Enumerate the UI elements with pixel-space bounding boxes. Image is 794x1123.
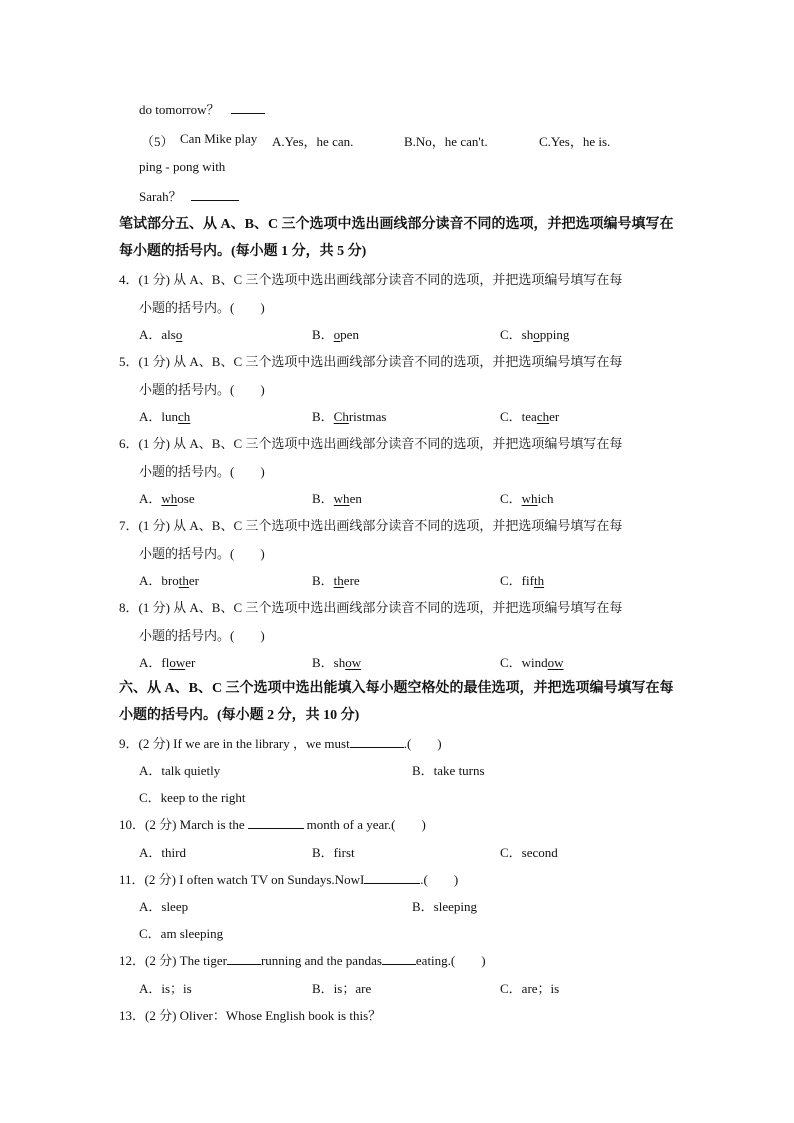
q5-option-b[interactable] xyxy=(312,406,386,425)
q12-stem-end: eating.( ) xyxy=(415,953,486,968)
q12-option-c[interactable]: C．are；is xyxy=(500,981,560,996)
q3-text: do tomorrow？ xyxy=(139,102,220,117)
q5-option-c[interactable] xyxy=(500,406,559,425)
q9-stem-end: .( ) xyxy=(403,736,442,751)
q10-option-c[interactable]: C．second xyxy=(500,845,558,860)
underlined-letters: th xyxy=(533,573,545,588)
q7-stem-line1: 7．(1 分) 从 A、B、C 三个选项中选出画线部分读音不同的选项，并把选项编号填写在每 xyxy=(119,518,623,533)
answer-blank[interactable] xyxy=(364,871,420,884)
option-text-part: A． xyxy=(139,655,162,670)
underlined-letters: Ch xyxy=(333,409,349,424)
option-text-part: er xyxy=(549,409,560,424)
q12-stem xyxy=(119,950,486,969)
q11-option-b[interactable]: B．sleeping xyxy=(412,899,477,914)
q3-item5-option-a[interactable]: A.Yes，he can. xyxy=(272,134,354,149)
option-text-part: er xyxy=(185,655,196,670)
q11-option-a[interactable]: A．sleep xyxy=(139,899,189,914)
q9-stem xyxy=(119,733,442,752)
q10-stem xyxy=(119,814,426,833)
q12-option-b[interactable]: B．is；are xyxy=(312,981,372,996)
underlined-letters: ch xyxy=(536,409,550,424)
q4-stem-line1: 4．(1 分) 从 A、B、C 三个选项中选出画线部分读音不同的选项，并把选项编号填写在每 xyxy=(119,272,623,287)
q3-line-do-tomorrow xyxy=(139,99,265,118)
q5-option-a[interactable] xyxy=(139,406,190,425)
option-text-part: B． xyxy=(312,491,334,506)
option-text-part: fif xyxy=(521,573,534,588)
underlined-letters: o xyxy=(533,327,540,342)
option-text-part: er xyxy=(188,573,199,588)
option-text-part: fl xyxy=(161,655,170,670)
option-text-part: bro xyxy=(161,573,179,588)
option-text-part: pen xyxy=(340,327,359,342)
q3-item5-option-b[interactable]: B.No，he can't. xyxy=(404,134,488,149)
q11-stem-end: .( ) xyxy=(420,872,459,887)
q5-stem-line2: 小题的括号内。( ) xyxy=(139,382,265,397)
q7-option-a[interactable] xyxy=(139,570,199,589)
answer-blank[interactable] xyxy=(191,188,239,201)
q12-stem-text: 12．(2 分) The tiger xyxy=(119,953,227,968)
underlined-letters: th xyxy=(333,573,344,588)
q8-option-c[interactable] xyxy=(500,652,564,671)
q3-item5-question: Can Mike play xyxy=(180,131,258,146)
q11-stem xyxy=(119,869,458,888)
underlined-letters: ch xyxy=(178,409,191,424)
q3-item5-option-c[interactable]: C.Yes，he is. xyxy=(539,134,611,149)
underlined-letters: o xyxy=(175,327,183,342)
answer-blank[interactable] xyxy=(231,101,265,114)
q8-option-b[interactable] xyxy=(312,652,361,671)
option-text-part: als xyxy=(161,327,176,342)
q9-stem-text: 9．(2 分) If we are in the library ，we must xyxy=(119,736,350,751)
option-text-part: A． xyxy=(139,409,162,424)
q9-option-c[interactable]: C．keep to the right xyxy=(139,790,246,805)
answer-blank[interactable] xyxy=(248,816,304,829)
q3-sarah-text: Sarah？ xyxy=(139,189,182,204)
q11-option-c[interactable]: C．am sleeping xyxy=(139,926,224,941)
option-text-part: B． xyxy=(312,327,334,342)
q3-item5-number: （5） xyxy=(141,134,174,149)
q12-stem-middle: running and the pandas xyxy=(260,953,382,968)
q12-option-a[interactable]: A．is；is xyxy=(139,981,192,996)
underlined-letters: wh xyxy=(161,491,178,506)
q10-stem-end: month of a year.( ) xyxy=(306,817,426,832)
q7-option-b[interactable] xyxy=(312,570,360,589)
underlined-letters: wh xyxy=(521,491,538,506)
underlined-letters: ow xyxy=(547,655,564,670)
section6-heading-line1: 六、从 A、B、C 三个选项中选出能填入每小题空格处的最佳选项，并把选项编号填写在每 xyxy=(119,681,674,696)
option-text-part: C． xyxy=(500,573,522,588)
option-text-part: wind xyxy=(521,655,548,670)
option-text-part: C． xyxy=(500,327,522,342)
q4-option-b[interactable] xyxy=(312,324,359,343)
underlined-letters: o xyxy=(333,327,341,342)
q3-line-ping-pong: ping - pong with xyxy=(139,159,226,174)
q8-option-a[interactable] xyxy=(139,652,195,671)
option-text-part: C． xyxy=(500,409,522,424)
section5-heading-line1: 笔试部分五、从 A、B、C 三个选项中选出画线部分读音不同的选项，并把选项编号填写在 xyxy=(119,217,674,232)
q9-option-a[interactable]: A．talk quietly xyxy=(139,763,221,778)
q4-option-a[interactable] xyxy=(139,324,182,343)
option-text-part: C． xyxy=(500,491,522,506)
option-text-part: B． xyxy=(312,655,334,670)
q9-option-b[interactable]: B．take turns xyxy=(412,763,485,778)
underlined-letters: ow xyxy=(345,655,362,670)
q10-option-a[interactable]: A．third xyxy=(139,845,186,860)
q7-option-c[interactable] xyxy=(500,570,544,589)
q8-stem-line1: 8．(1 分) 从 A、B、C 三个选项中选出画线部分读音不同的选项，并把选项编号填写在每 xyxy=(119,600,623,615)
q6-stem-line1: 6．(1 分) 从 A、B、C 三个选项中选出画线部分读音不同的选项，并把选项编号填写在每 xyxy=(119,436,623,451)
answer-blank[interactable] xyxy=(227,952,261,965)
q4-option-c[interactable] xyxy=(500,324,569,343)
option-text-part: ose xyxy=(177,491,195,506)
option-text-part: C． xyxy=(500,655,522,670)
q5-stem-line1: 5．(1 分) 从 A、B、C 三个选项中选出画线部分读音不同的选项，并把选项编号填写在每 xyxy=(119,354,623,369)
option-text-part: B． xyxy=(312,409,334,424)
option-text-part: ere xyxy=(343,573,360,588)
section6-heading-line2: 小题的括号内。(每小题 2 分，共 10 分) xyxy=(119,708,360,723)
option-text-part: sh xyxy=(333,655,346,670)
q6-option-b[interactable] xyxy=(312,488,362,507)
option-text-part: lun xyxy=(161,409,179,424)
q7-stem-line2: 小题的括号内。( ) xyxy=(139,546,265,561)
q6-option-a[interactable] xyxy=(139,488,195,507)
option-text-part: A． xyxy=(139,573,162,588)
underlined-letters: th xyxy=(178,573,189,588)
option-text-part: en xyxy=(349,491,362,506)
option-text-part: A． xyxy=(139,327,162,342)
option-text-part: ristmas xyxy=(348,409,387,424)
q4-stem-line2: 小题的括号内。( ) xyxy=(139,300,265,315)
q11-stem-text: 11．(2 分) I often watch TV on Sundays.NowI xyxy=(119,872,365,887)
q6-option-c[interactable] xyxy=(500,488,553,507)
q6-stem-line2: 小题的括号内。( ) xyxy=(139,464,265,479)
q10-option-b[interactable]: B．first xyxy=(312,845,355,860)
q8-stem-line2: 小题的括号内。( ) xyxy=(139,628,265,643)
option-text-part: B． xyxy=(312,573,334,588)
q3-line-sarah xyxy=(139,186,239,205)
section5-heading-line2: 每小题的括号内。(每小题 1 分，共 5 分) xyxy=(119,244,367,259)
underlined-letters: ow xyxy=(169,655,186,670)
q13-stem: 13．(2 分) Oliver：Whose English book is this？ xyxy=(119,1008,382,1023)
answer-blank[interactable] xyxy=(350,735,404,748)
option-text-part: sh xyxy=(521,327,534,342)
option-text-part: tea xyxy=(521,409,537,424)
option-text-part: ich xyxy=(537,491,554,506)
q10-stem-text: 10．(2 分) March is the xyxy=(119,817,245,832)
option-text-part: A． xyxy=(139,491,162,506)
underlined-letters: wh xyxy=(333,491,350,506)
option-text-part: pping xyxy=(539,327,570,342)
answer-blank[interactable] xyxy=(382,952,416,965)
